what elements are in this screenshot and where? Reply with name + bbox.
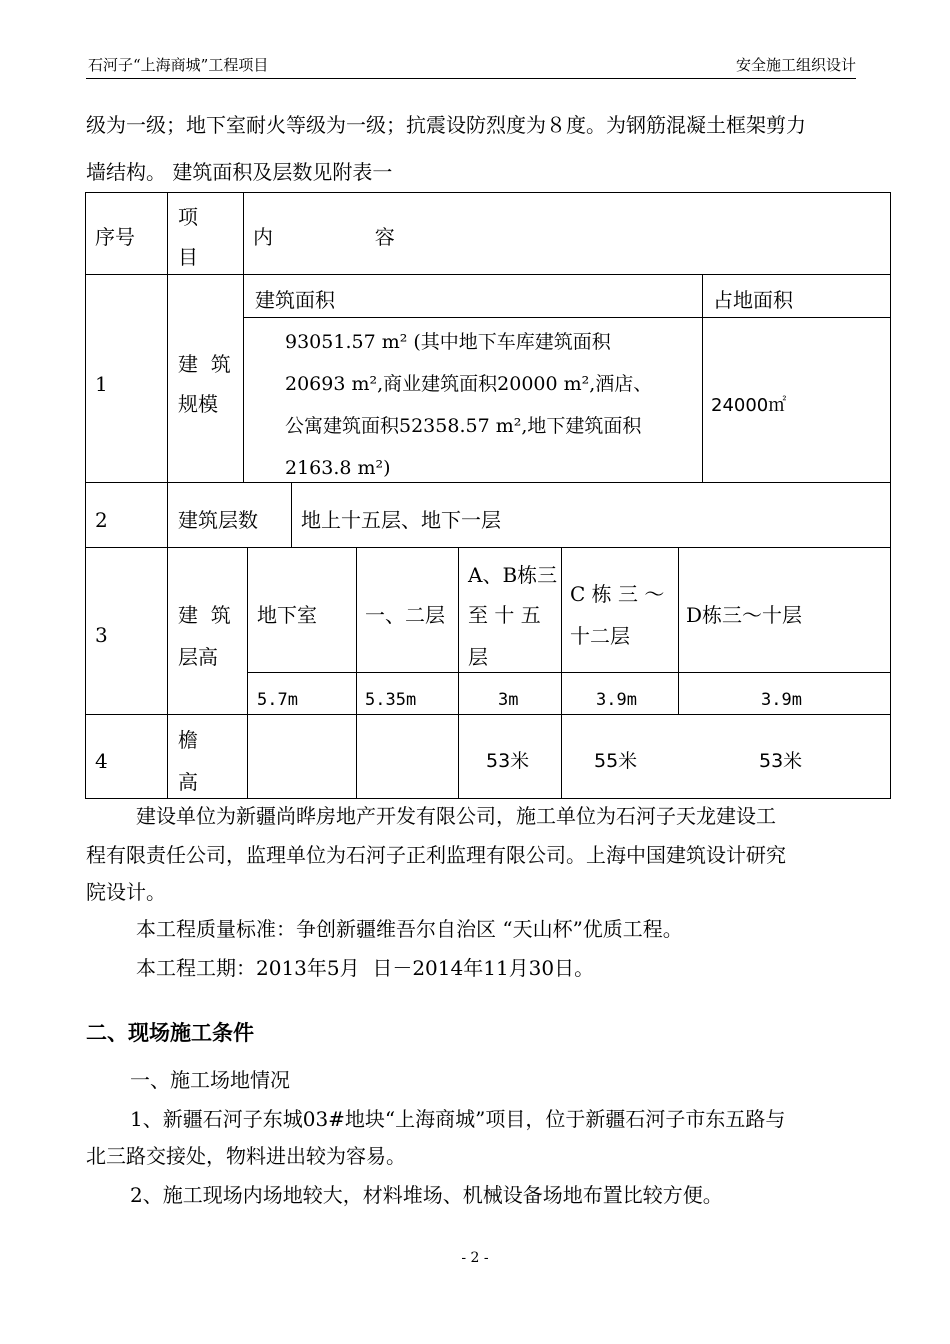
intro-line-1: 级为一级；地下室耐火等级为一级；抗震设防烈度为８度。为钢筋混凝土框架剪力 (86, 113, 806, 137)
row3-value-d: 3.9m (761, 690, 802, 710)
row1-area-line-3: 公寓建筑面积52358.57 m²,地下建筑面积 (285, 415, 642, 437)
row1-area-label: 建筑面积 (255, 288, 335, 312)
header-cell-item-b: 目 (178, 245, 198, 269)
section-item-1-line-2: 北三路交接处，物料进出较为容易。 (86, 1144, 406, 1168)
row1-item-a: 建 筑 (178, 352, 231, 376)
page-number: - 2 - (461, 1250, 489, 1266)
page-header (86, 52, 856, 79)
row3-col-c-line-2: 十二层 (570, 624, 630, 648)
body-para-1-line-3: 院设计。 (86, 880, 166, 904)
row3-col-ab-line-2: 至 十 五 (468, 603, 541, 627)
row3-item-a: 建 筑 (178, 603, 231, 627)
row4-item-b: 高 (178, 770, 198, 794)
row2-item: 建筑层数 (178, 508, 258, 532)
header-cell-content: 内 容 (253, 225, 395, 249)
row1-no: 1 (95, 372, 108, 396)
section-subheading: 一、施工场地情况 (130, 1068, 290, 1092)
row3-value-c: 3.9m (596, 690, 637, 710)
row4-item-a: 檐 (178, 728, 198, 752)
row3-col-ab-line-1: A、B栋三 (468, 563, 558, 587)
row1-item-b: 规模 (178, 392, 218, 416)
row4-value-d: 53米 (759, 750, 803, 772)
row1-area-line-1: 93051.57 m² (其中地下车库建筑面积 (285, 331, 611, 353)
header-project-title: 石河子“上海商城”工程项目 (88, 56, 269, 74)
row3-item-b: 层高 (178, 645, 218, 669)
row3-col-basement: 地下室 (257, 603, 317, 627)
header-cell-item-a: 项 (178, 205, 198, 229)
section-item-1-line-1: 1、新疆石河子东城03#地块“上海商城”项目，位于新疆石河子市东五路与 (130, 1107, 786, 1131)
intro-line-2: 墙结构。 建筑面积及层数见附表一 (86, 160, 393, 184)
body-quality-standard: 本工程质量标准：争创新疆维吾尔自治区 “天山杯”优质工程。 (136, 917, 683, 941)
row1-area-line-2: 20693 m²,商业建筑面积20000 m²,酒店、 (285, 373, 653, 395)
row4-value-ab: 53米 (486, 750, 530, 772)
row3-no: 3 (95, 623, 108, 647)
row4-value-c: 55米 (594, 750, 638, 772)
row3-value-basement: 5.7m (257, 690, 298, 710)
row3-col-d: D栋三～十层 (686, 603, 803, 627)
body-para-1-line-1: 建设单位为新疆尚晔房地产开发有限公司，施工单位为石河子天龙建设工 (136, 804, 776, 828)
body-para-1-line-2: 程有限责任公司，监理单位为石河子正利监理有限公司。上海中国建筑设计研究 (86, 843, 786, 867)
building-info-table (85, 192, 891, 800)
body-schedule: 本工程工期：2013年5月 日－2014年11月30日。 (136, 956, 595, 980)
header-document-title: 安全施工组织设计 (735, 56, 856, 74)
row3-col-ab-line-3: 层 (468, 645, 488, 669)
row3-value-ab: 3m (498, 690, 519, 710)
row1-land-value: 24000㎡ (711, 395, 787, 416)
section-heading: 二、现场施工条件 (86, 1021, 254, 1045)
row4-no: 4 (95, 749, 108, 773)
row2-value: 地上十五层、地下一层 (301, 508, 501, 532)
row2-no: 2 (95, 508, 108, 532)
header-cell-no: 序号 (95, 225, 135, 249)
row1-land-label: 占地面积 (713, 288, 793, 312)
row3-col-c-line-1: C 栋 三 ～ (570, 582, 665, 606)
row3-value-floors-1-2: 5.35m (365, 690, 417, 710)
row3-col-floors-1-2: 一、二层 (365, 603, 445, 627)
section-item-2: 2、施工现场内场地较大，材料堆场、机械设备场地布置比较方便。 (130, 1183, 723, 1207)
row1-area-line-4: 2163.8 m²) (285, 457, 391, 479)
